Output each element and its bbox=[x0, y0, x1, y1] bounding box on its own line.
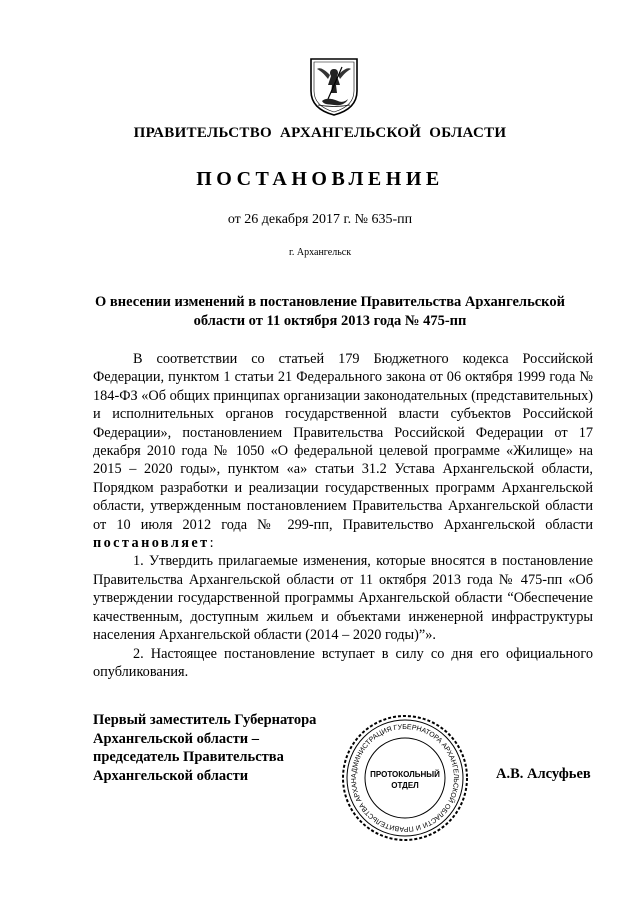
document-type: ПОСТАНОВЛЕНИЕ bbox=[196, 168, 444, 190]
document-body bbox=[93, 350, 593, 681]
preamble-text: В соответствии со статьей 179 Бюджетного кодекса Российской Федерации, пунктом 1 статьи 21 Федерального закона от 06 октября 1999 года № 184-ФЗ «Об общих принципах организации законодательных (представительных) и исполнительных органов государственной власти субъектов Российской Федерации», постановлением Правительства Российской Федерации от 17 декабря 2010 года № 1050 «О федеральной целевой программе «Жилище» на 2015 – 2020 годы», пунктом «а» статьи 31.2 Устава Архангельской области, Порядком разработки и реализации государственных программ Архангельской области, утвержденным постановлением Правительства Архангельской области от 10 июля 2012 года № 299-пп, Правительство Архангельской области bbox=[93, 351, 593, 533]
date-number-line: от 26 декабря 2017 г. № 635-пп bbox=[227, 212, 413, 227]
clause-2: 2. Настоящее постановление вступает в силу со дня его официального опубликования. bbox=[93, 645, 593, 680]
signatory-title-line-4: Архангельской области bbox=[93, 767, 249, 784]
signatory-name: А.В. Алсуфьев bbox=[496, 766, 591, 782]
signatory-title-line-2: Архангельской области – bbox=[93, 730, 259, 747]
coat-of-arms-icon bbox=[308, 55, 360, 117]
resolves-word: постановляет bbox=[93, 535, 210, 552]
stamp-ring-text: АДМИНИСТРАЦИЯ ГУБЕРНАТОРА АРХАНГЕЛЬСКОЙ ОБЛАСТИ И ПРАВИТЕЛЬСТВА АРХАН bbox=[350, 723, 460, 833]
document-subject bbox=[90, 293, 570, 331]
signatory-title bbox=[93, 711, 316, 785]
government-title: ПРАВИТЕЛЬСТВО АРХАНГЕЛЬСКОЙ ОБЛАСТИ bbox=[133, 125, 507, 141]
stamp-center-line-2: ОТДЕЛ bbox=[391, 781, 419, 790]
preamble-paragraph bbox=[93, 350, 593, 552]
preamble-end: : bbox=[209, 535, 214, 552]
signatory-title-line-1: Первый заместитель Губернатора bbox=[93, 712, 317, 728]
city-line: г. Архангельск bbox=[288, 247, 352, 258]
seal-stamp-icon bbox=[340, 713, 470, 843]
subject-line-2: области от 11 октября 2013 года № 475-пп bbox=[193, 313, 467, 329]
signatory-title-line-3: председатель Правительства bbox=[93, 749, 284, 765]
clause-1: 1. Утвердить прилагаемые изменения, которые вносятся в постановление Правительства Архангельской области от 11 октября 2013 года № 475-пп «Об утверждении государственной программы Архангельской области “Обеспечение качественным, доступным жильем и объектами инженерной инфраструктуры населения Архангельской области (2014 – 2020 годы)”». bbox=[93, 553, 593, 644]
subject-line-1: О внесении изменений в постановление Правительства Архангельской bbox=[95, 294, 565, 310]
stamp-center-line-1: ПРОТОКОЛЬНЫЙ bbox=[370, 770, 440, 779]
